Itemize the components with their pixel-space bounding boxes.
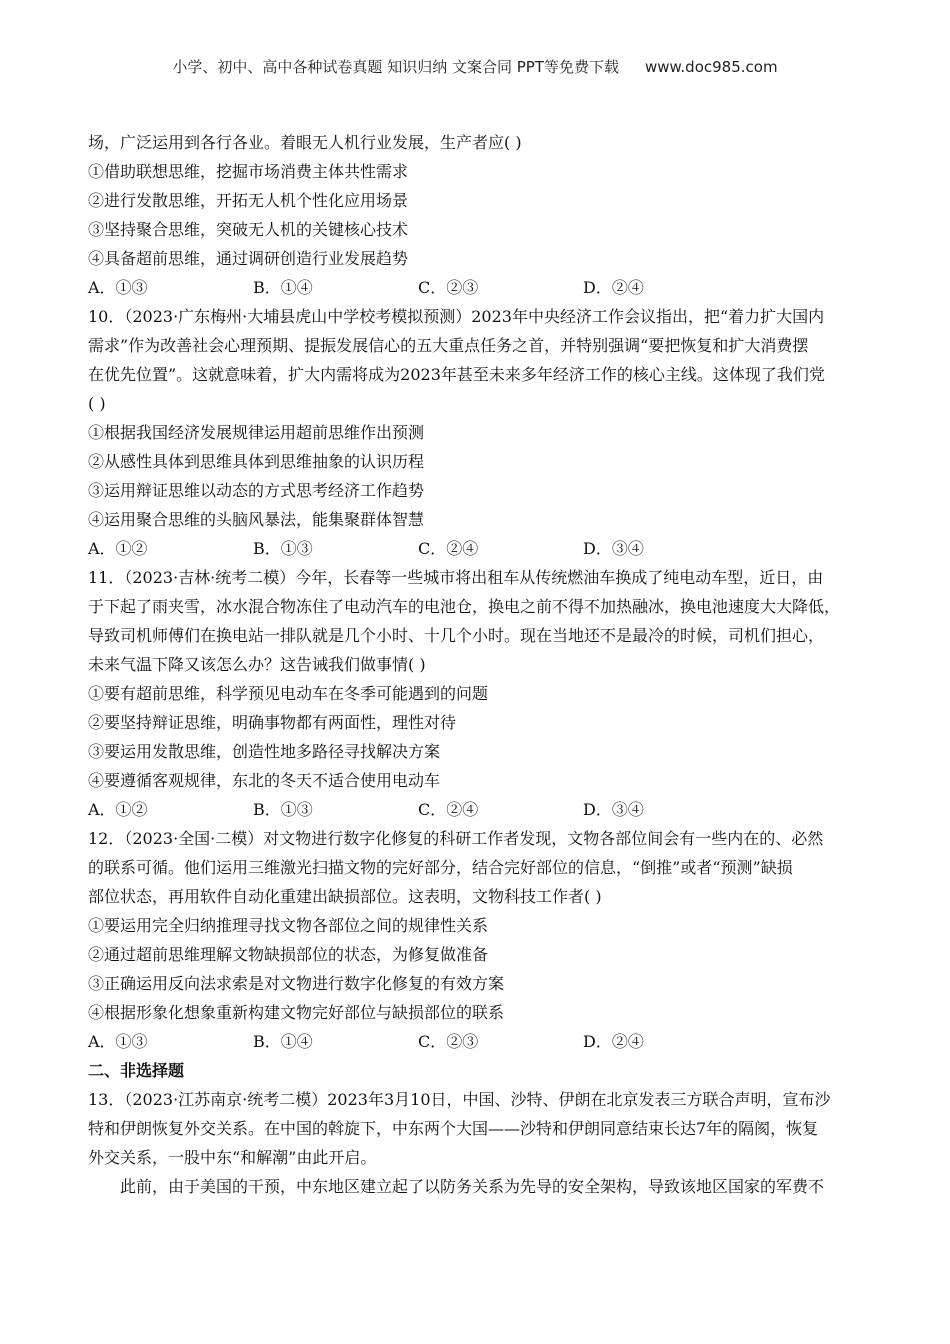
header-text: 小学、初中、高中各种试卷真题 知识归纳 文案合同 PPT等免费下载 (172, 58, 619, 76)
question-stem-line: 12．（2023·全国·二模）对文物进行数字化修复的科研工作者发现，文物各部位间会有一些内在的、必然 (88, 829, 824, 848)
option-a: A．①② (88, 800, 148, 819)
question-paragraph: 此前，由于美国的干预，中东地区建立起了以防务关系为先导的安全架构，导致该地区国家的军费不 (120, 1177, 825, 1196)
option-c: C．②③ (418, 1032, 479, 1051)
answer-options (88, 1027, 868, 1056)
question-stem-line: 未来气温下降又该怎么办？这告诫我们做事情( ) (88, 655, 426, 674)
statement-item: ④要遵循客观规律，东北的冬天不适合使用电动车 (88, 771, 441, 790)
question-stem-line: 10．（2023·广东梅州·大埔县虎山中学校考模拟预测）2023年中央经济工作会议指出，把“着力扩大国内 (88, 307, 825, 326)
section-heading: 二、非选择题 (88, 1061, 185, 1080)
statement-item: ③运用辩证思维以动态的方式思考经济工作趋势 (88, 481, 425, 500)
question-stem-line: 13．（2023·江苏南京·统考二模）2023年3月10日，中国、沙特、伊朗在北京发表三方联合声明，宣布沙 (88, 1090, 831, 1109)
question-13 (88, 1085, 868, 1201)
question-stem-line: ( ) (88, 394, 106, 413)
option-c: C．②③ (418, 278, 479, 297)
statement-item: ②要坚持辩证思维，明确事物都有两面性，理性对待 (88, 713, 457, 732)
question-stem-line: 特和伊朗恢复外交关系。在中国的斡旋下，中东两个大国——沙特和伊朗同意结束长达7年的隔阂，恢复 (88, 1119, 819, 1138)
statement-item: ②进行发散思维，开拓无人机个性化应用场景 (88, 191, 409, 210)
question-stem-line: 导致司机师傅们在换电站一排队就是几个小时、十几个小时。现在当地还不是最冷的时候，司机们担心， (88, 626, 825, 645)
statement-item: ①要有超前思维，科学预见电动车在冬季可能遇到的问题 (88, 684, 489, 703)
statement-item: ④根据形象化想象重新构建文物完好部位与缺损部位的联系 (88, 1003, 505, 1022)
statement-item: ③要运用发散思维，创造性地多路径寻找解决方案 (88, 742, 441, 761)
answer-options (88, 273, 868, 302)
option-b: B．①③ (253, 539, 313, 558)
option-a: A．①② (88, 539, 148, 558)
question-10 (88, 302, 868, 563)
option-d: D．②④ (583, 1032, 644, 1051)
statement-item: ③坚持聚合思维，突破无人机的关键核心技术 (88, 220, 409, 239)
option-b: B．①④ (253, 1032, 313, 1051)
option-d: D．③④ (583, 800, 644, 819)
header-site-link[interactable]: www.doc985.com (644, 58, 778, 76)
option-c: C．②④ (418, 800, 479, 819)
page-header (0, 56, 950, 77)
question-stem-line: 于下起了雨夹雪，冰水混合物冻住了电动汽车的电池仓，换电之前不得不加热融冰，换电池速度大大降低， (88, 597, 841, 616)
question-stem-line: 的联系可循。他们运用三维激光扫描文物的完好部分，结合完好部位的信息，“倒推”或者“预测”缺损 (88, 858, 793, 877)
document-body (88, 128, 868, 1201)
statement-item: ①要运用完全归纳推理寻找文物各部位之间的规律性关系 (88, 916, 489, 935)
question-11 (88, 563, 868, 824)
option-d: D．③④ (583, 539, 644, 558)
statement-item: ①根据我国经济发展规律运用超前思维作出预测 (88, 423, 425, 442)
answer-options (88, 795, 868, 824)
option-d: D．②④ (583, 278, 644, 297)
answer-options (88, 534, 868, 563)
question-stem-line: 在优先位置”。这就意味着，扩大内需将成为2023年甚至未来多年经济工作的核心主线。这体现了我们党 (88, 365, 825, 384)
statement-item: ②通过超前思维理解文物缺损部位的状态，为修复做准备 (88, 945, 489, 964)
option-a: A．①③ (88, 1032, 148, 1051)
statement-item: ④运用聚合思维的头脑风暴法，能集聚群体智慧 (88, 510, 425, 529)
question-stem-line: 外交关系，一股中东“和解潮”由此开启。 (88, 1148, 377, 1167)
question-stem-line: 需求”作为改善社会心理预期、提振发展信心的五大重点任务之首，并特别强调“要把恢复和扩大消费摆 (88, 336, 809, 355)
option-b: B．①④ (253, 278, 313, 297)
option-a: A．①③ (88, 278, 148, 297)
statement-item: ①借助联想思维，挖掘市场消费主体共性需求 (88, 162, 409, 181)
question-stem-line: 场，广泛运用到各行各业。着眼无人机行业发展，生产者应( ) (88, 133, 522, 152)
option-c: C．②④ (418, 539, 479, 558)
statement-item: ③正确运用反向法求索是对文物进行数字化修复的有效方案 (88, 974, 505, 993)
question-stem-line: 11．（2023·吉林·统考二模）今年，长春等一些城市将出租车从传统燃油车换成了纯电动车型，近日，由 (88, 568, 824, 587)
question-stem-line: 部位状态，再用软件自动化重建出缺损部位。这表明，文物科技工作者( ) (88, 887, 602, 906)
question-9 (88, 128, 868, 302)
question-12 (88, 824, 868, 1056)
option-b: B．①③ (253, 800, 313, 819)
statement-item: ④具备超前思维，通过调研创造行业发展趋势 (88, 249, 409, 268)
statement-item: ②从感性具体到思维具体到思维抽象的认识历程 (88, 452, 425, 471)
